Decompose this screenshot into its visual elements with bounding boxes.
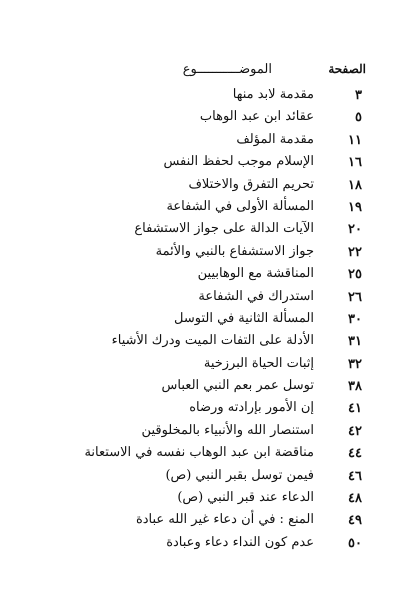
page-number: ١٩ — [348, 199, 362, 215]
toc-row — [0, 86, 400, 108]
toc-row — [0, 377, 400, 399]
topic-column-header: الموضـــــــــــوع — [182, 62, 272, 77]
page-number: ٣١ — [348, 334, 362, 350]
entry-title: مقدمة المؤلف — [236, 131, 314, 147]
entry-title: عدم كون النداء دعاء وعبادة — [166, 534, 314, 550]
entry-title: الأدلة على التفات الميت ودرك الأشياء — [111, 333, 314, 349]
entry-title: مقدمة لابد منها — [232, 87, 314, 102]
page-number: ٣ — [355, 88, 362, 103]
toc-row — [0, 511, 400, 533]
toc-row — [0, 108, 400, 130]
toc-list — [0, 86, 400, 556]
toc-row — [0, 534, 400, 556]
page-number: ١١ — [348, 132, 362, 148]
toc-row — [0, 265, 400, 287]
page-number: ٤٨ — [348, 491, 362, 507]
entry-title: استنصار الله والأنبياء بالمخلوقين — [141, 422, 314, 438]
toc-row — [0, 422, 400, 444]
toc-row — [0, 198, 400, 220]
toc-row — [0, 131, 400, 153]
page-number: ٥ — [355, 110, 362, 126]
entry-title: الدعاء عند قبر النبي (ص) — [177, 490, 314, 506]
entry-title: توسل عمر بعم النبي العباس — [161, 378, 314, 394]
page-number: ٤٢ — [348, 423, 362, 439]
entry-title: المسألة الثانية في التوسل — [174, 310, 314, 326]
entry-title: الإسلام موجب لحفظ النفس — [163, 154, 314, 170]
entry-title: مناقضة ابن عبد الوهاب نفسه في الاستعانة — [84, 445, 314, 461]
toc-row — [0, 355, 400, 377]
toc-row — [0, 243, 400, 265]
toc-row — [0, 467, 400, 489]
page-number: ٤٩ — [348, 513, 362, 529]
toc-row — [0, 399, 400, 421]
entry-title: المسألة الأولى في الشفاعة — [166, 198, 314, 214]
page-column-header: الصفحة — [328, 62, 366, 76]
page-number: ٢٥ — [348, 267, 362, 283]
toc-row — [0, 444, 400, 466]
entry-title: جواز الاستشفاع بالنبي والأئمة — [155, 243, 314, 259]
entry-title: تحريم التفرق والاختلاف — [188, 176, 314, 192]
page-number: ١٦ — [348, 155, 362, 171]
page-number: ٣٢ — [348, 356, 362, 372]
toc-row — [0, 310, 400, 332]
entry-title: استدراك في الشفاعة — [198, 288, 314, 304]
page-number: ٣٨ — [348, 379, 362, 395]
page-number: ٤٦ — [348, 468, 362, 484]
entry-title: عقائد ابن عبد الوهاب — [199, 109, 314, 125]
toc-row — [0, 153, 400, 175]
page-number: ٢٢ — [348, 244, 362, 260]
toc-row — [0, 176, 400, 198]
page-number: ٥٠ — [348, 535, 362, 551]
page-number: ٤١ — [348, 401, 362, 417]
toc-row — [0, 220, 400, 242]
entry-title: المناقشة مع الوهابيين — [197, 266, 314, 282]
page-number: ٢٦ — [348, 289, 362, 305]
page-number: ٢٠ — [348, 222, 362, 238]
page-number: ١٨ — [348, 177, 362, 193]
entry-title: إن الأمور بإرادته ورضاه — [189, 400, 314, 416]
entry-title: فيمن توسل بقبر النبي (ص) — [165, 467, 314, 483]
toc-row — [0, 489, 400, 511]
toc-row — [0, 288, 400, 310]
entry-title: الآيات الدالة على جواز الاستشفاع — [134, 221, 314, 237]
entry-title: إثبات الحياة البرزخية — [203, 355, 314, 371]
toc-row — [0, 332, 400, 354]
page-number: ٣٠ — [348, 311, 362, 327]
page-number: ٤٤ — [348, 446, 362, 462]
entry-title: المنع : في أن دعاء غير الله عبادة — [135, 512, 314, 528]
